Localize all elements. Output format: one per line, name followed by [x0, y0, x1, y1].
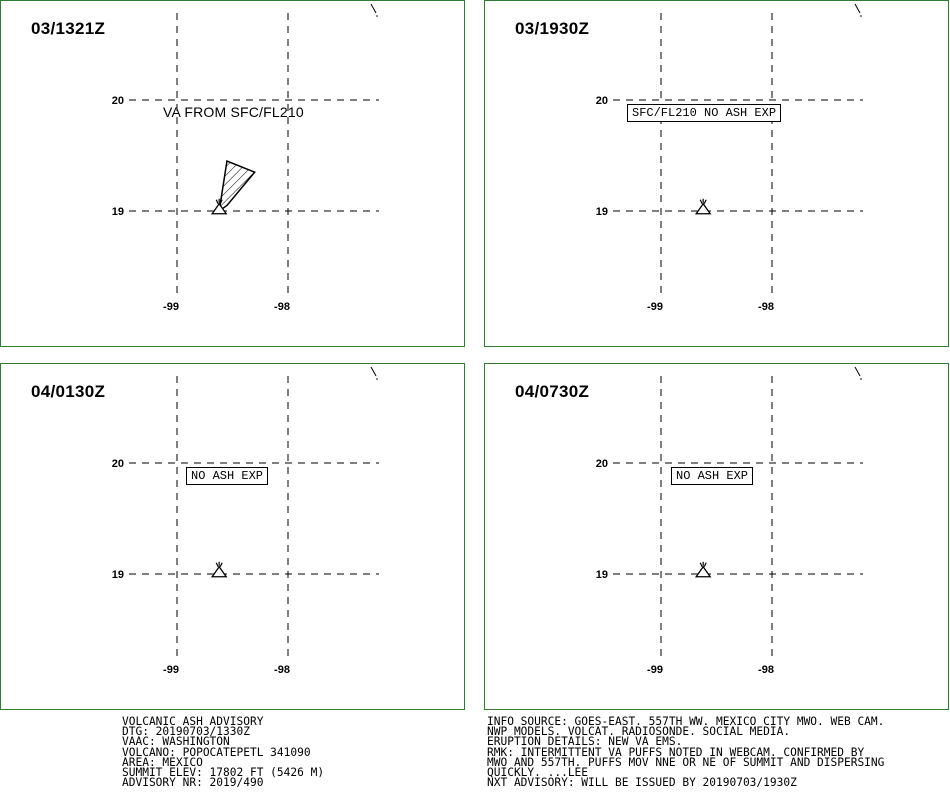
- map-panel-2: [484, 0, 949, 347]
- north-tick-dot: [376, 15, 378, 17]
- advisory-left-line: VOLCANO: POPOCATEPETL 341090: [122, 745, 311, 759]
- latitude-label: 20: [595, 458, 608, 470]
- volcano-icon: [696, 562, 710, 577]
- advisory-right-line: INFO SOURCE: GOES-EAST. 557TH WW. MEXICO CITY MWO. WEB CAM.: [487, 715, 885, 728]
- forecast-label: NO ASH EXP: [186, 467, 268, 485]
- longitude-label: -98: [758, 301, 774, 313]
- map-panel-3: [0, 363, 465, 710]
- map-grid: [485, 1, 949, 347]
- advisory-right-text: [487, 717, 884, 788]
- forecast-label: SFC/FL210 NO ASH EXP: [627, 104, 781, 122]
- advisory-right-line: NXT ADVISORY: WILL BE ISSUED BY 20190703/1930Z: [487, 776, 797, 790]
- latitude-label: 20: [111, 95, 124, 107]
- map-panel-4: [484, 363, 949, 710]
- longitude-label: -98: [758, 664, 774, 676]
- longitude-label: -99: [163, 664, 179, 676]
- latitude-label: 19: [111, 206, 124, 218]
- valid-time-label: 04/0730Z: [515, 382, 590, 401]
- north-tick-icon: [855, 367, 860, 376]
- latitude-label: 19: [595, 206, 608, 218]
- valid-time-label: 03/1930Z: [515, 19, 590, 38]
- north-tick-icon: [855, 4, 860, 13]
- advisory-right-line: NWP MODELS. VOLCAT. RADIOSONDE. SOCIAL MEDIA.: [487, 725, 791, 739]
- advisory-left-line: AREA: MEXICO: [122, 755, 203, 769]
- ash-cloud-polygon: [219, 161, 255, 211]
- advisory-left-line: VAAC: WASHINGTON: [122, 735, 230, 749]
- north-tick-dot: [860, 378, 862, 380]
- north-tick-dot: [860, 15, 862, 17]
- north-tick-icon: [371, 367, 376, 376]
- advisory-left-line: DTG: 20190703/1330Z: [122, 725, 250, 739]
- volcano-icon: [696, 199, 710, 214]
- north-tick-icon: [371, 4, 376, 13]
- latitude-label: 20: [111, 458, 124, 470]
- longitude-label: -98: [274, 301, 290, 313]
- latitude-label: 19: [111, 569, 124, 581]
- valid-time-label: 04/0130Z: [31, 382, 106, 401]
- longitude-label: -99: [647, 664, 663, 676]
- north-tick-dot: [376, 378, 378, 380]
- advisory-left-text: [122, 717, 324, 788]
- advisory-right-line: MWO AND 557TH. PUFFS MOV NNE OR NE OF SUMMIT AND DISPERSING: [487, 755, 885, 769]
- map-grid: [1, 1, 465, 347]
- advisory-right-line: RMK: INTERMITTENT VA PUFFS NOTED IN WEBCAM. CONFIRMED BY: [487, 745, 865, 759]
- advisory-right-line: QUICKLY. ...LEE: [487, 766, 589, 780]
- forecast-label: NO ASH EXP: [671, 467, 753, 485]
- longitude-label: -98: [274, 664, 290, 676]
- longitude-label: -99: [647, 301, 663, 313]
- valid-time-label: 03/1321Z: [31, 19, 106, 38]
- advisory-left-line: SUMMIT ELEV: 17802 FT (5426 M): [122, 766, 325, 780]
- longitude-label: -99: [163, 301, 179, 313]
- advisory-left-line: VOLCANIC ASH ADVISORY: [122, 715, 264, 728]
- volcano-icon: [212, 562, 226, 577]
- advisory-right-line: ERUPTION DETAILS: NEW VA EMS.: [487, 735, 683, 749]
- latitude-label: 20: [595, 95, 608, 107]
- advisory-left-line: ADVISORY NR: 2019/490: [122, 776, 264, 790]
- forecast-label: VA FROM SFC/FL210: [163, 104, 304, 120]
- map-grid: [1, 364, 465, 710]
- map-panel-1: [0, 0, 465, 347]
- latitude-label: 19: [595, 569, 608, 581]
- map-grid: [485, 364, 949, 710]
